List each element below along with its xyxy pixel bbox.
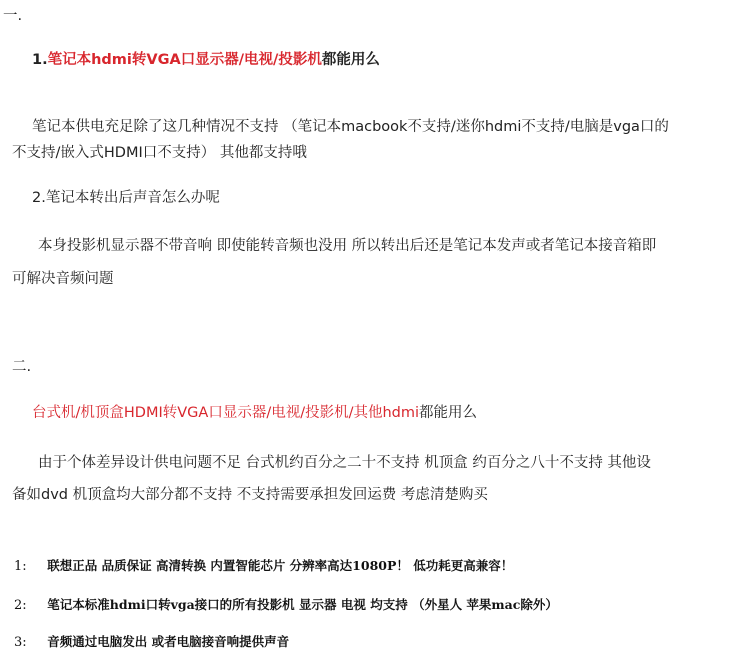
feature-text: 联想正品 品质保证 高清转换 内置智能芯片 分辨率高达1080P！ 低功耗更高兼容！: [47, 558, 514, 573]
question-1-suffix: 都能用么: [321, 52, 380, 68]
section-heading-2: 二.: [12, 359, 32, 375]
answer-2-line-1: 本身投影机显示器不带音响 即使能转音频也没用 所以转出后还是笔记本发声或者笔记本接音箱即: [38, 238, 657, 254]
question-3-title: 台式机/机顶盒HDMI转VGA口显示器/电视/投影机/其他hdmi: [32, 405, 420, 421]
answer-3-line-2: 备如dvd 机顶盒均大部分都不支持 不支持需要承担发回运费 考虑清楚购买: [12, 487, 488, 503]
answer-1-line-2: 不支持/嵌入式HDMI口不支持） 其他都支持哦: [12, 145, 307, 161]
question-1: [32, 50, 380, 70]
question-1-number: 1.: [32, 52, 48, 68]
question-3-suffix: 都能用么: [419, 405, 478, 421]
question-2: 2.笔记本转出后声音怎么办呢: [32, 190, 220, 206]
answer-1-line-1: 笔记本供电充足除了这几种情况不支持 （笔记本macbook不支持/迷你hdmi不支持/电脑是vga口的: [32, 119, 669, 135]
question-1-title: 笔记本hdmi转VGA口显示器/电视/投影机: [47, 52, 322, 68]
feature-item: [14, 632, 289, 653]
feature-text: 音频通过电脑发出 或者电脑接音响提供声音: [47, 634, 290, 649]
feature-number: 3:: [14, 635, 27, 650]
feature-item: [14, 556, 513, 577]
feature-number: 2:: [14, 598, 27, 613]
feature-text: 笔记本标准hdmi口转vga接口的所有投影机 显示器 电视 均支持 （外星人 苹果mac除外）: [47, 597, 558, 612]
section-heading-1: 一.: [3, 8, 23, 24]
answer-2-line-2: 可解决音频问题: [12, 271, 114, 287]
answer-3-line-1: 由于个体差异设计供电问题不足 台式机约百分之二十不支持 机顶盒 约百分之八十不支持 其他设: [38, 455, 651, 471]
feature-item: [14, 595, 558, 616]
feature-number: 1:: [14, 559, 27, 574]
question-3: [32, 403, 477, 423]
